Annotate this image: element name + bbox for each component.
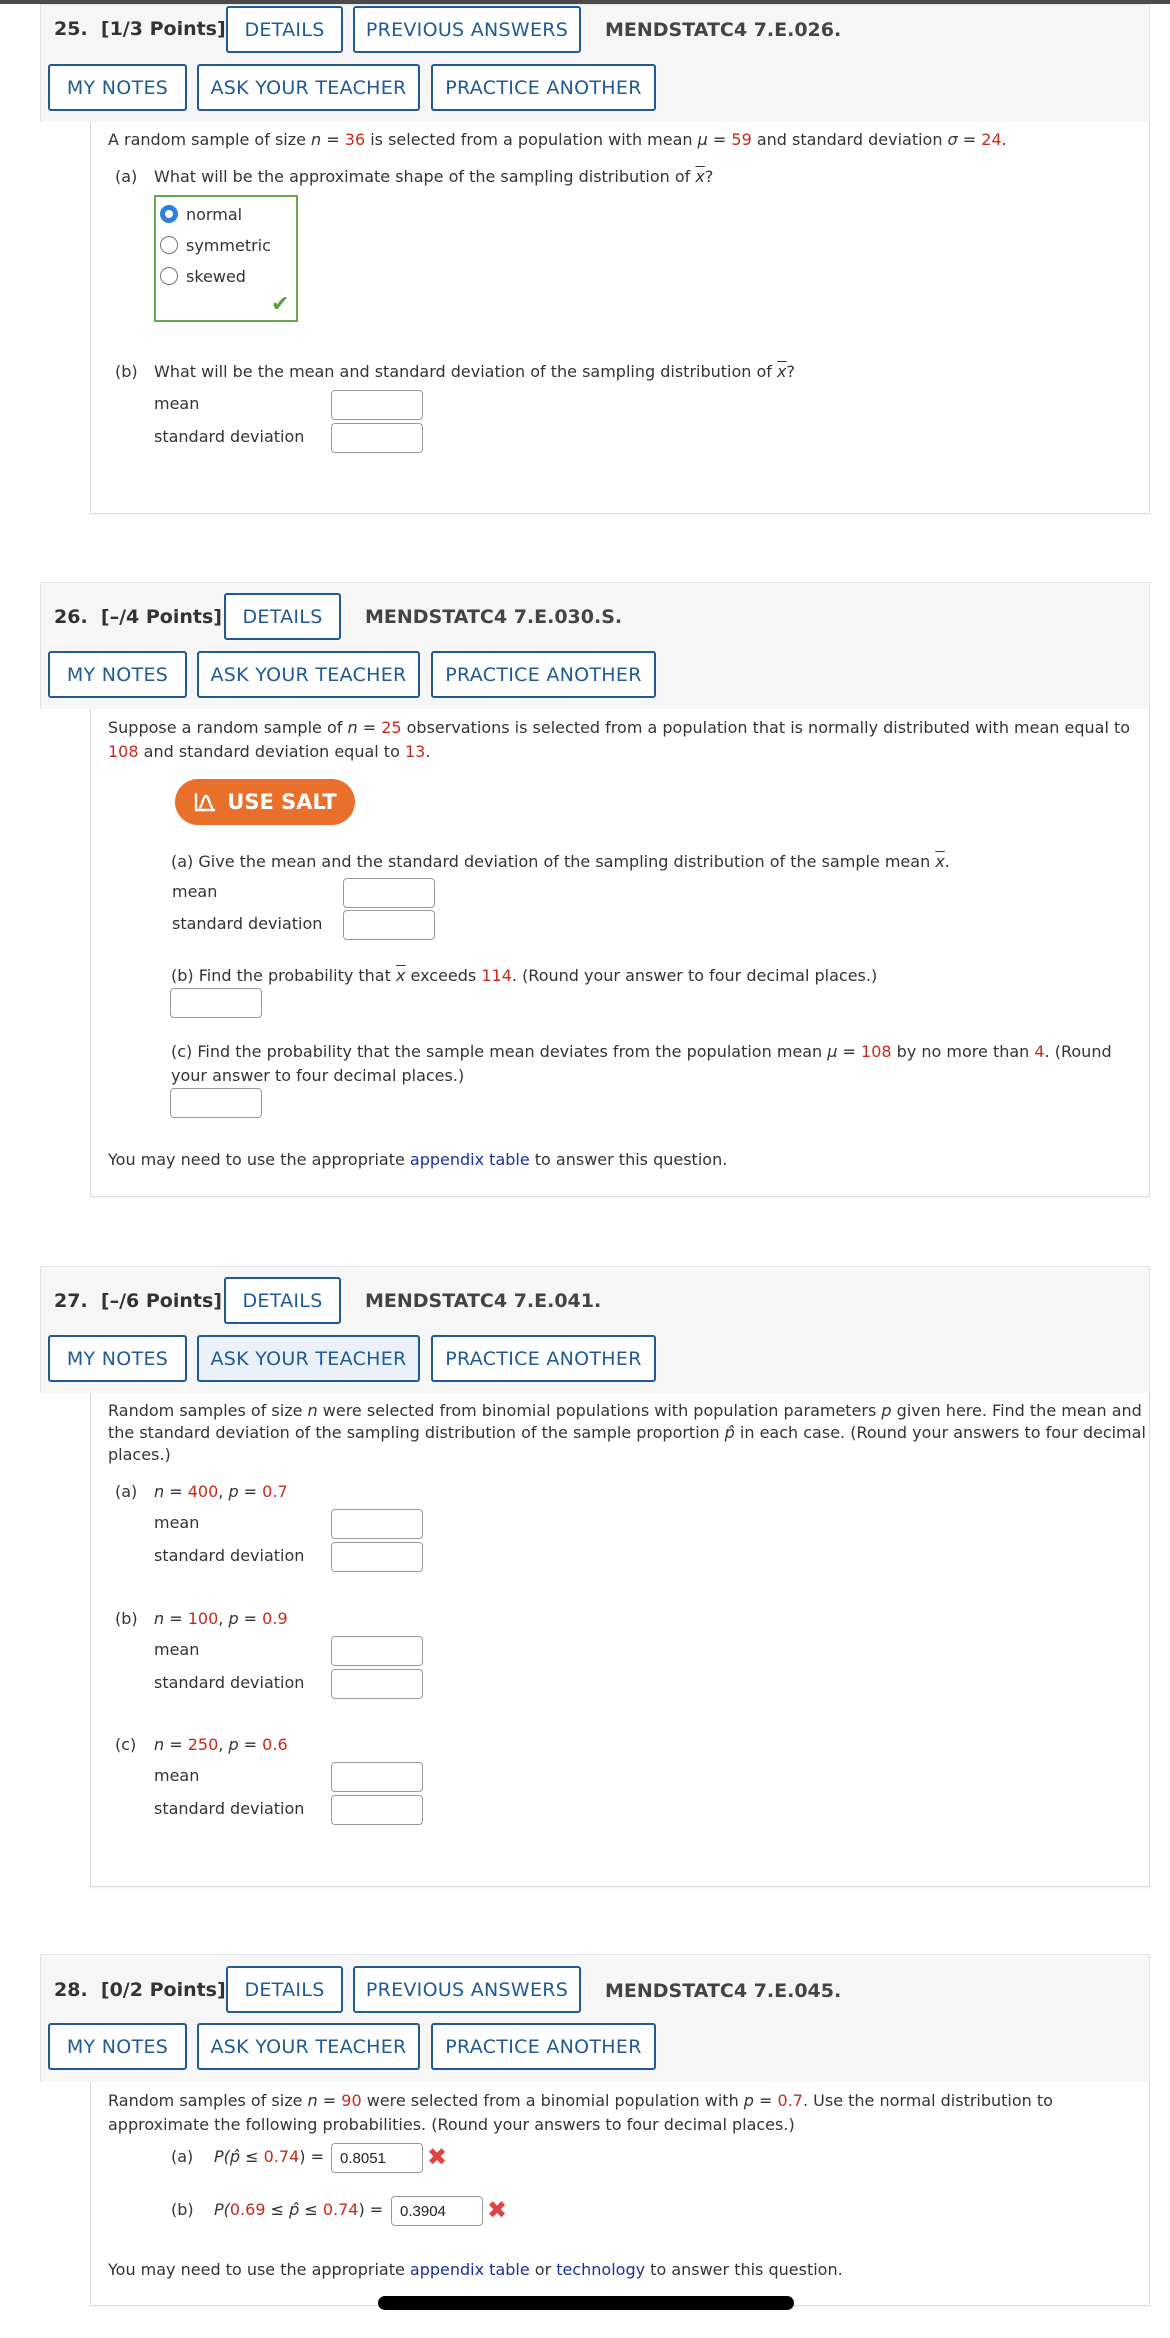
q27-part-b-label: (b) [115, 1609, 138, 1628]
q26-part-c-line2: your answer to four decimal places.) [171, 1066, 465, 1085]
q25-details-button[interactable]: DETAILS [226, 6, 343, 53]
q27-part-b-params: n = 100, p = 0.9 [154, 1609, 288, 1628]
q27-ask-teacher-button[interactable]: ASK YOUR TEACHER [197, 1335, 420, 1382]
q25-sd-input[interactable] [331, 423, 423, 453]
q27-intro-line1: Random samples of size n were selected from binomial populations with population parameters p given here. Find the mean and [108, 1401, 1142, 1420]
q27-part-c-label: (c) [115, 1735, 137, 1754]
q25-my-notes-button[interactable]: MY NOTES [48, 64, 187, 111]
q26-appendix-table-link[interactable]: appendix table [409, 1150, 530, 1169]
q26-mean-label: mean [172, 882, 218, 901]
q25-code: MENDSTATC4 7.E.026. [605, 19, 842, 41]
q26-part-c-line1: (c) Find the probability that the sample mean deviates from the population mean μ = 108 by no more than 4. (Round [171, 1042, 1112, 1061]
q27-part-c-params: n = 250, p = 0.6 [154, 1735, 288, 1754]
q25-option-normal-label: normal [186, 205, 243, 224]
q27-part-c-mean-input[interactable] [331, 1762, 423, 1792]
q26-part-b-input[interactable] [170, 988, 262, 1018]
q28-footer: You may need to use the appropriate appendix table or technology to answer this question. [108, 2260, 843, 2279]
q25-radio-normal[interactable] [160, 205, 178, 223]
q28-part-b-label: (b) [171, 2200, 194, 2219]
q28-my-notes-button[interactable]: MY NOTES [48, 2023, 187, 2070]
q28-technology-link[interactable]: technology [556, 2260, 646, 2279]
salt-icon [193, 791, 217, 813]
q25-part-b-label: (b) [115, 362, 138, 381]
q26-mean-input[interactable] [343, 878, 435, 908]
q26-ask-teacher-button[interactable]: ASK YOUR TEACHER [197, 651, 420, 698]
q26-intro-line2: 108 and standard deviation equal to 13. [108, 742, 431, 761]
q27-intro-line2: the standard deviation of the sampling distribution of the sample proportion p̂ in each case. (Round your answers to four decimal [108, 1423, 1146, 1442]
q28-part-a-input[interactable] [331, 2143, 423, 2173]
q27-number: 27. [–/6 Points] [54, 1290, 222, 1312]
q25-option-symmetric-label: symmetric [186, 236, 271, 255]
q25-mean-input[interactable] [331, 390, 423, 420]
correct-check-icon: ✔ [271, 292, 290, 317]
q28-intro-line2: approximate the following probabilities. (Round your answers to four decimal places.) [108, 2115, 795, 2134]
q25-mean-label: mean [154, 394, 200, 413]
home-indicator[interactable] [378, 2296, 794, 2310]
q28-part-b-expr: P(0.69 ≤ p̂ ≤ 0.74) = [214, 2200, 384, 2219]
q26-number: 26. [–/4 Points] [54, 606, 222, 628]
q26-my-notes-button[interactable]: MY NOTES [48, 651, 187, 698]
q26-part-c-input[interactable] [170, 1088, 262, 1118]
q25-radio-symmetric[interactable] [160, 236, 178, 254]
q28-part-a-expr: P(p̂ ≤ 0.74) = [214, 2147, 324, 2166]
q27-part-a-mean-input[interactable] [331, 1509, 423, 1539]
q26-details-button[interactable]: DETAILS [224, 593, 341, 640]
q28-previous-answers-button[interactable]: PREVIOUS ANSWERS [353, 1966, 581, 2013]
q25-previous-answers-button[interactable]: PREVIOUS ANSWERS [353, 6, 581, 53]
q28-intro-line1: Random samples of size n = 90 were selected from a binomial population with p = 0.7. Use the normal distribution to [108, 2091, 1053, 2110]
q27-practice-another-button[interactable]: PRACTICE ANOTHER [431, 1335, 656, 1382]
q27-details-button[interactable]: DETAILS [224, 1277, 341, 1324]
q26-footer: You may need to use the appropriate appendix table to answer this question. [108, 1150, 728, 1169]
q25-radio-skewed[interactable] [160, 267, 178, 285]
q28-appendix-table-link[interactable]: appendix table [409, 2260, 530, 2279]
incorrect-x-icon: ✖ [487, 2196, 508, 2224]
q27-part-a-label: (a) [115, 1482, 138, 1501]
q26-part-a-text: (a) Give the mean and the standard deviation of the sampling distribution of the sample mean $\overline{x}$. [171, 852, 950, 871]
q27-part-a-sd-label: standard deviation [154, 1546, 305, 1565]
q27-intro-line3: places.) [108, 1445, 171, 1464]
use-salt-button[interactable] [175, 779, 355, 825]
q27-my-notes-button[interactable]: MY NOTES [48, 1335, 187, 1382]
q25-sd-label: standard deviation [154, 427, 305, 446]
q25-intro: A random sample of size n = 36 is selected from a population with mean μ = 59 and standard deviation σ = 24. [108, 130, 1007, 149]
q27-part-b-sd-label: standard deviation [154, 1673, 305, 1692]
q27-part-a-sd-input[interactable] [331, 1542, 423, 1572]
q28-code: MENDSTATC4 7.E.045. [605, 1980, 842, 2002]
q27-part-b-mean-input[interactable] [331, 1636, 423, 1666]
q26-code: MENDSTATC4 7.E.030.S. [365, 606, 623, 628]
q27-code: MENDSTATC4 7.E.041. [365, 1290, 602, 1312]
use-salt-label: USE SALT [227, 790, 337, 814]
q26-practice-another-button[interactable]: PRACTICE ANOTHER [431, 651, 656, 698]
q27-part-c-sd-label: standard deviation [154, 1799, 305, 1818]
q25-part-a-question: What will be the approximate shape of the sampling distribution of $\overline{x}$? [154, 167, 714, 186]
q26-sd-input[interactable] [343, 910, 435, 940]
q26-intro-line1: Suppose a random sample of n = 25 observations is selected from a population that is normally distributed with mean equal to [108, 718, 1131, 737]
q25-ask-teacher-button[interactable]: ASK YOUR TEACHER [197, 64, 420, 111]
q27-part-a-mean-label: mean [154, 1513, 200, 1532]
q26-part-b-text: (b) Find the probability that $\overline{x}$ exceeds 114. (Round your answer to four decimal places.) [171, 966, 878, 985]
incorrect-x-icon: ✖ [427, 2143, 448, 2171]
q25-part-a-label: (a) [115, 167, 138, 186]
q26-sd-label: standard deviation [172, 914, 323, 933]
q25-number: 25. [1/3 Points] [54, 18, 226, 40]
q25-part-b-question: What will be the mean and standard deviation of the sampling distribution of $\overline{x}$? [154, 362, 795, 381]
q28-ask-teacher-button[interactable]: ASK YOUR TEACHER [197, 2023, 420, 2070]
q28-practice-another-button[interactable]: PRACTICE ANOTHER [431, 2023, 656, 2070]
q25-option-skewed-label: skewed [186, 267, 246, 286]
q27-part-a-params: n = 400, p = 0.7 [154, 1482, 288, 1501]
q28-part-a-label: (a) [171, 2147, 194, 2166]
q27-part-b-sd-input[interactable] [331, 1669, 423, 1699]
q25-practice-another-button[interactable]: PRACTICE ANOTHER [431, 64, 656, 111]
q27-part-b-mean-label: mean [154, 1640, 200, 1659]
q27-part-c-mean-label: mean [154, 1766, 200, 1785]
q27-part-c-sd-input[interactable] [331, 1795, 423, 1825]
q28-number: 28. [0/2 Points] [54, 1979, 226, 2001]
q28-details-button[interactable]: DETAILS [226, 1966, 343, 2013]
q28-part-b-input[interactable] [391, 2196, 483, 2226]
